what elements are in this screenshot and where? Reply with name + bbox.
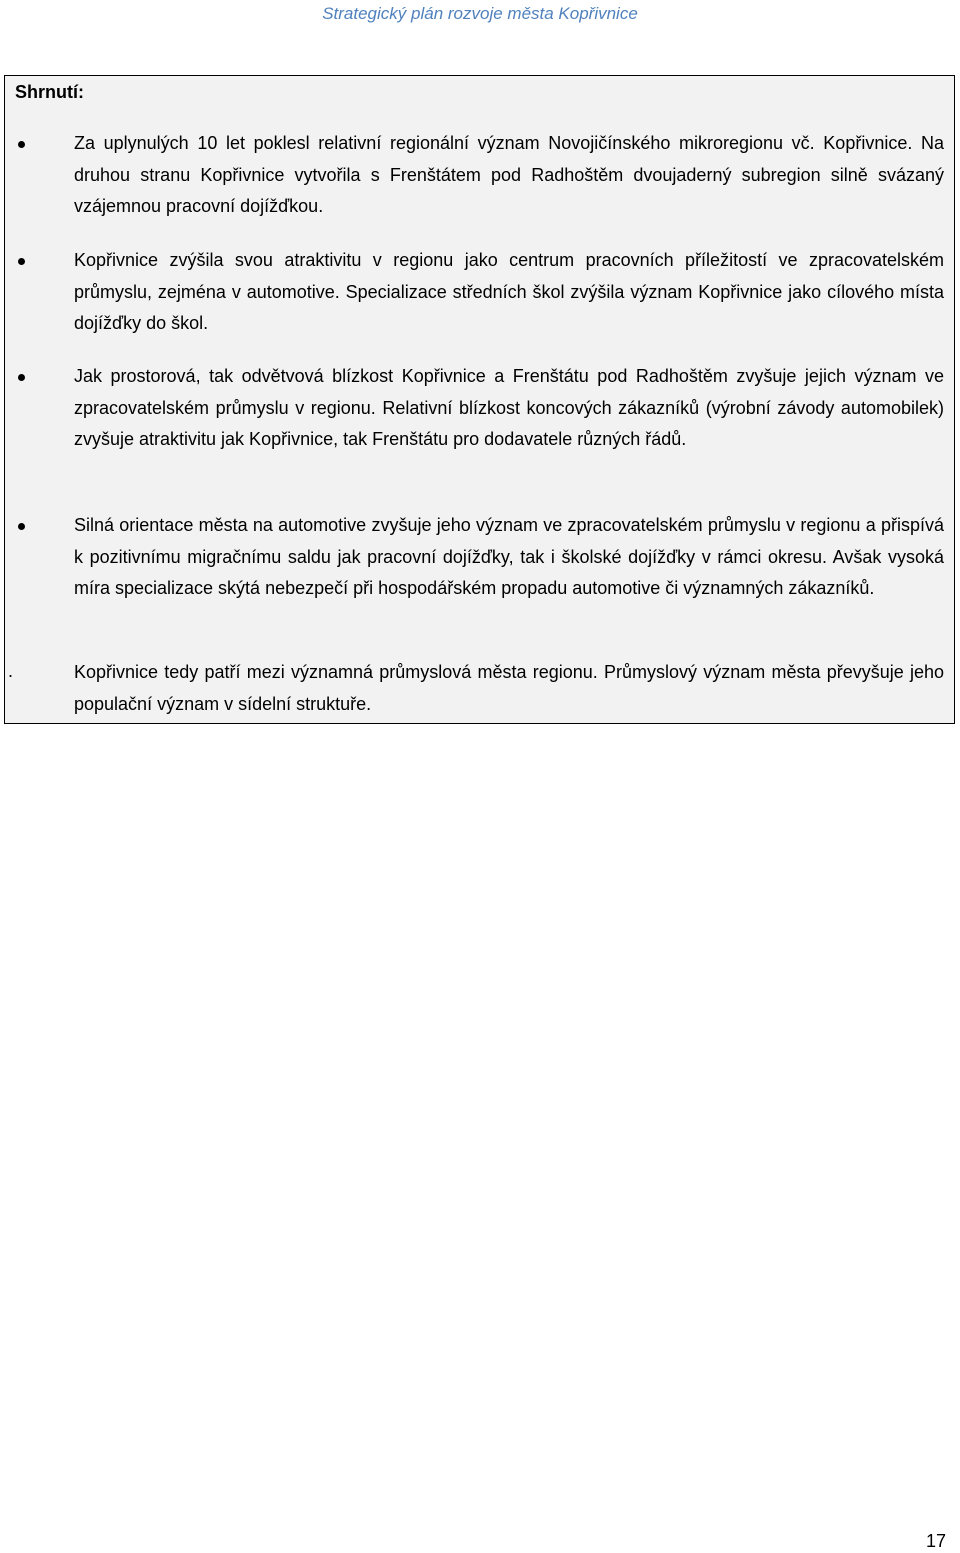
summary-heading: Shrnutí: xyxy=(15,82,84,102)
item-marker-period: . xyxy=(8,661,14,681)
summary-item-5: Kopřivnice tedy patří mezi významná průmyslová města regionu. Průmyslový význam města převyšuje jeho populační význam v sídelní struktuře. xyxy=(74,662,944,714)
bullet-icon xyxy=(18,141,25,148)
page-number: 17 xyxy=(925,1531,946,1551)
bullet-icon xyxy=(18,374,25,381)
running-header-title: Strategický plán rozvoje města Kopřivnice xyxy=(322,4,638,23)
bullet-icon xyxy=(18,258,25,265)
summary-item-3: Jak prostorová, tak odvětvová blízkost Kopřivnice a Frenštátu pod Radhoštěm zvyšuje jejich význam ve zpracovatelském průmyslu v regionu. Relativní blízkost koncových zákazníků (výrobní závody automobilek) zvyšuje atraktivitu jak Kopřivnice, tak Frenštátu pro dodavatele různých řádů. xyxy=(74,366,944,450)
summary-item-2: Kopřivnice zvýšila svou atraktivitu v regionu jako centrum pracovních příležitostí ve zpracovatelském průmyslu, zejména v automotive. Specializace středních škol zvýšila význam Kopřivnice jako cílového místa dojížďky do škol. xyxy=(74,250,944,334)
bullet-icon xyxy=(18,523,25,530)
summary-item-4: Silná orientace města na automotive zvyšuje jeho význam ve zpracovatelském průmyslu v regionu a přispívá k pozitivnímu migračnímu saldu jak pracovní dojížďky, tak i školské dojížďky v rámci okresu. Avšak vysoká míra specializace skýtá nebezpečí při hospodářském propadu automotive či významných zákazníků. xyxy=(74,515,944,599)
summary-item-1: Za uplynulých 10 let poklesl relativní regionální význam Novojičínského mikroregionu vč. Kopřivnice. Na druhou stranu Kopřivnice vytvořila s Frenštátem pod Radhoštěm dvoujaderný subregion silně svázaný vzájemnou pracovní dojížďkou. xyxy=(74,133,944,217)
